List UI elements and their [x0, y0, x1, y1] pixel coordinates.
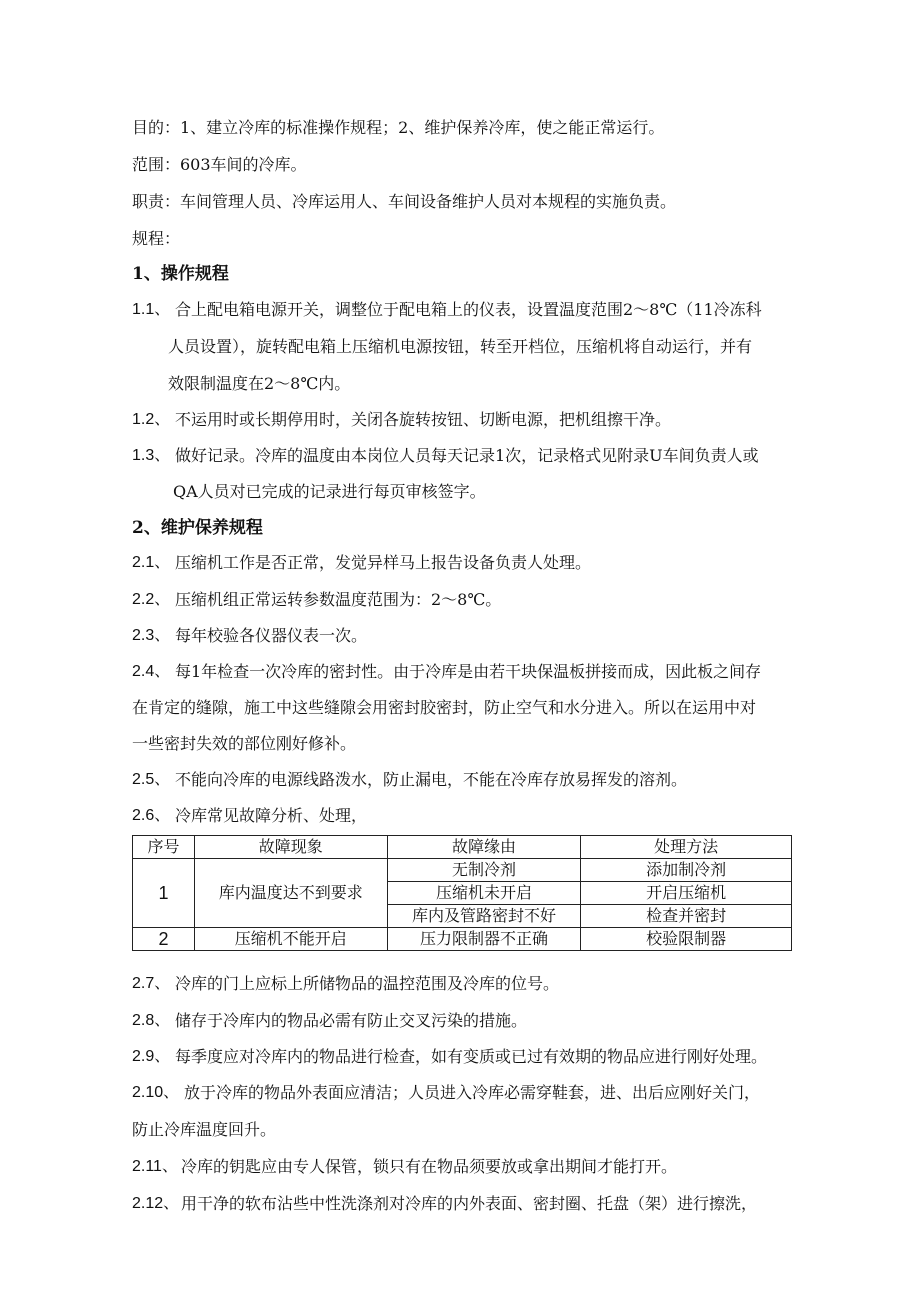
item-text: 效限制温度在2～8℃内。 [168, 374, 351, 393]
rules-label: 规程： [132, 229, 181, 248]
item-text: 用干净的软布沾些中性洗涤剂对冷库的内外表面、密封圈、托盘（架）进行擦洗， [181, 1194, 758, 1213]
item-number: 1.1、 [132, 301, 171, 318]
item-number: 2.4、 [132, 663, 171, 680]
item-number: 2.5、 [132, 771, 171, 788]
fault-fix: 校验限制器 [581, 928, 792, 951]
fault-symptom: 压缩机不能开启 [194, 928, 387, 951]
item-text: 在肯定的缝隙，施工中这些缝隙会用密封胶密封，防止空气和水分进入。所以在运用中对 [132, 698, 757, 717]
item-text: 放于冷库的物品外表面应清洁；人员进入冷库必需穿鞋套，进、出后应刚好关门， [184, 1083, 761, 1102]
fault-cause: 压缩机未开启 [387, 882, 581, 905]
item-text: 冷库的钥匙应由专人保管，锁只有在物品须要放或拿出期间才能打开。 [181, 1157, 678, 1176]
item-number: 2.6、 [132, 807, 171, 824]
item-number: 2.2、 [132, 591, 171, 608]
item-text: 每季度应对冷库内的物品进行检查，如有变质或已过有效期的物品应进行刚好处理。 [175, 1047, 768, 1066]
item-number: 2.12、 [132, 1195, 180, 1212]
section2-title: 2、维护保养规程 [132, 518, 263, 538]
scope-line: 范围：603车间的冷库。 [132, 155, 307, 174]
column-header: 序号 [133, 836, 195, 859]
item-text: 冷库的门上应标上所储物品的温控范围及冷库的位号。 [175, 974, 560, 993]
item-text: 冷库常见故障分析、处理， [175, 806, 368, 825]
duty-line: 职责：车间管理人员、冷库运用人、车间设备维护人员对本规程的实施负责。 [132, 192, 677, 211]
table-row [133, 928, 792, 951]
item-text: 合上配电箱电源开关，调整位于配电箱上的仪表，设置温度范围2～8℃（11冷冻科 [175, 300, 762, 319]
fault-fix: 开启压缩机 [581, 882, 792, 905]
column-header: 故障缘由 [387, 836, 581, 859]
item-number: 2.10、 [132, 1084, 180, 1101]
item-number: 2.11、 [132, 1158, 178, 1175]
item-text: 压缩机工作是否正常，发觉异样马上报告设备负责人处理。 [175, 553, 592, 572]
item-number: 2.8、 [132, 1012, 171, 1029]
section1-title: 1、操作规程 [132, 264, 229, 284]
item-text: 人员设置），旋转配电箱上压缩机电源按钮，转至开档位，压缩机将自动运行，并有 [168, 337, 753, 356]
fault-cause: 无制冷剂 [387, 859, 581, 882]
item-number: 1.2、 [132, 411, 171, 428]
fault-cause: 库内及管路密封不好 [387, 905, 581, 928]
fault-fix: 添加制冷剂 [581, 859, 792, 882]
item-number: 2.3、 [132, 627, 171, 644]
item-text: 不能向冷库的电源线路泼水，防止漏电，不能在冷库存放易挥发的溶剂。 [175, 770, 688, 789]
item-text: 防止冷库温度回升。 [132, 1120, 277, 1139]
item-text: 不运用时或长期停用时，关闭各旋转按钮、切断电源，把机组擦干净。 [175, 410, 672, 429]
item-text: 储存于冷库内的物品必需有防止交叉污染的措施。 [175, 1011, 528, 1030]
column-header: 故障现象 [194, 836, 387, 859]
column-header: 处理方法 [581, 836, 792, 859]
fault-number: 2 [133, 928, 195, 951]
fault-fix: 检查并密封 [581, 905, 792, 928]
table-header-row [133, 836, 792, 859]
item-text: QA人员对已完成的记录进行每页审核签字。 [173, 482, 486, 501]
fault-table [132, 835, 792, 951]
item-number: 2.7、 [132, 975, 171, 992]
item-text: 做好记录。冷库的温度由本岗位人员每天记录1次，记录格式见附录U车间负责人或 [175, 446, 759, 465]
item-text: 一些密封失效的部位刚好修补。 [132, 734, 357, 753]
item-text: 压缩机组正常运转参数温度范围为：2～8℃。 [175, 590, 502, 609]
fault-number: 1 [133, 859, 195, 928]
item-number: 2.9、 [132, 1048, 171, 1065]
item-text: 每1年检查一次冷库的密封性。由于冷库是由若干块保温板拼接而成，因此板之间存 [175, 662, 762, 681]
item-number: 1.3、 [132, 447, 171, 464]
fault-symptom: 库内温度达不到要求 [194, 859, 387, 928]
item-text: 每年校验各仪器仪表一次。 [175, 626, 368, 645]
table-row [133, 859, 792, 882]
purpose-line: 目的：1、建立冷库的标准操作规程；2、维护保养冷库，使之能正常运行。 [132, 118, 665, 137]
item-number: 2.1、 [132, 554, 171, 571]
fault-cause: 压力限制器不正确 [387, 928, 581, 951]
